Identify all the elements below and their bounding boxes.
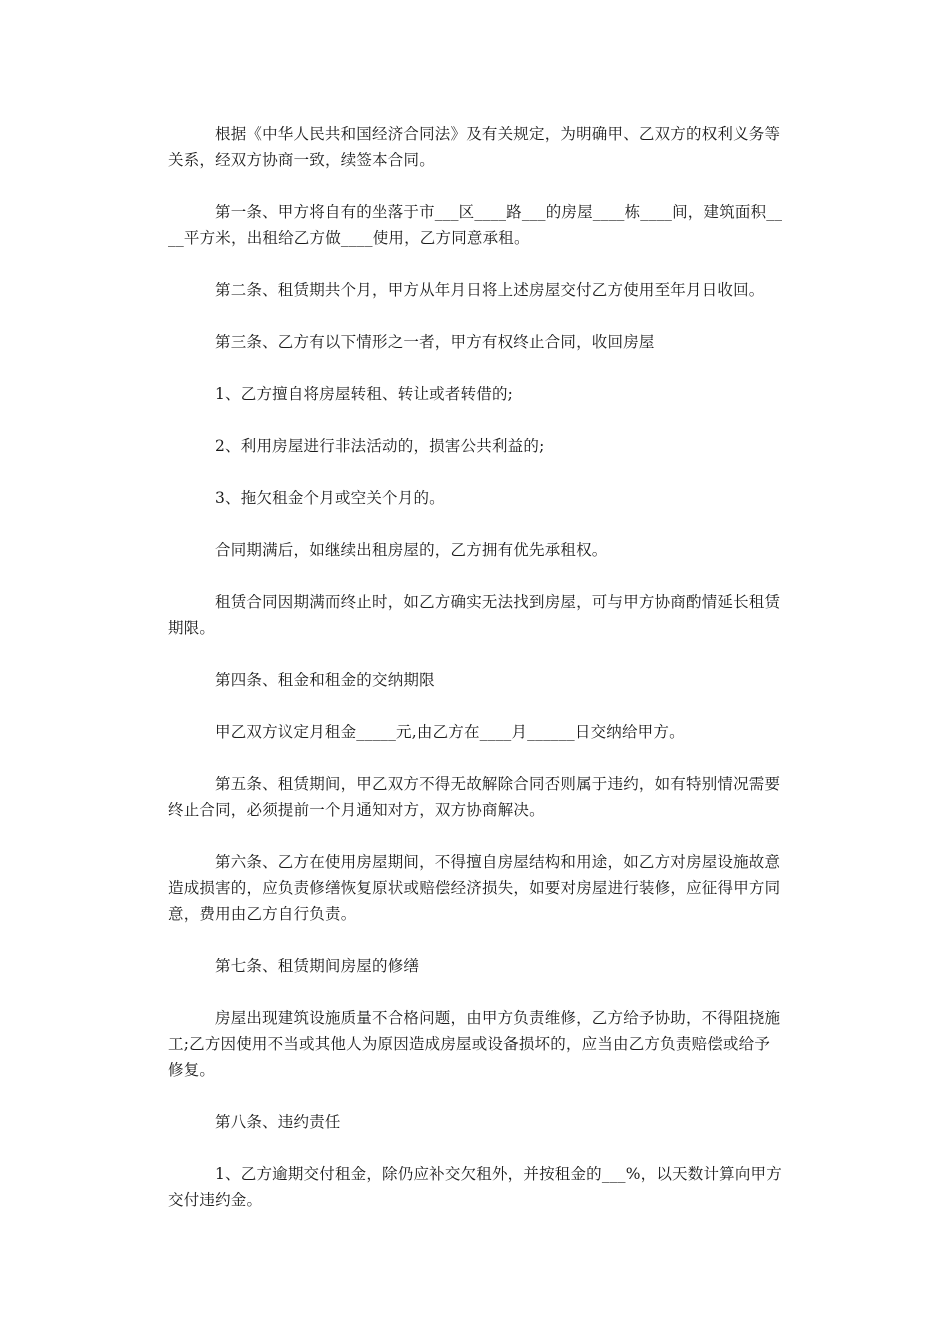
paragraph-article-6: 第六条、乙方在使用房屋期间，不得擅自房屋结构和用途，如乙方对房屋设施故意造成损害的，应负责修缮恢复原状或赔偿经济损失，如要对房屋进行装修，应征得甲方同意，费用由乙方自行负责。 — [168, 853, 781, 923]
paragraph-article-5: 第五条、租赁期间，甲乙双方不得无故解除合同否则属于违约，如有特别情况需要终止合同，必须提前一个月通知对方，双方协商解决。 — [168, 775, 781, 819]
document-body — [168, 121, 784, 1239]
paragraph-article-4: 第四条、租金和租金的交纳期限 — [215, 671, 435, 689]
paragraph-article-3: 第三条、乙方有以下情形之一者，甲方有权终止合同，收回房屋 — [215, 333, 655, 351]
paragraph-preamble: 根据《中华人民共和国经济合同法》及有关规定，为明确甲、乙双方的权利义务等关系，经双方协商一致，续签本合同。 — [168, 125, 781, 169]
paragraph-article-3-item-1: 1、乙方擅自将房屋转租、转让或者转借的; — [215, 385, 514, 403]
paragraph-article-3-item-2: 2、利用房屋进行非法活动的，损害公共利益的; — [215, 437, 545, 455]
paragraph-article-7: 第七条、租赁期间房屋的修缮 — [215, 957, 420, 975]
paragraph-repairs: 房屋出现建筑设施质量不合格问题，由甲方负责维修，乙方给予协助，不得阻挠施工;乙方因使用不当或其他人为原因造成房屋或设备损坏的，应当由乙方负责赔偿或给予修复。 — [168, 1009, 781, 1079]
paragraph-rent-amount: 甲乙双方议定月租金_____元,由乙方在____月______日交纳给甲方。 — [215, 723, 685, 741]
paragraph-article-8: 第八条、违约责任 — [215, 1113, 341, 1131]
paragraph-renewal-priority: 合同期满后，如继续出租房屋的，乙方拥有优先承租权。 — [215, 541, 608, 559]
paragraph-article-3-item-3: 3、拖欠租金个月或空关个月的。 — [215, 489, 445, 507]
paragraph-article-8-item-1: 1、乙方逾期交付租金，除仍应补交欠租外，并按租金的___%，以天数计算向甲方交付违约金。 — [168, 1165, 782, 1209]
paragraph-article-2: 第二条、租赁期共个月，甲方从年月日将上述房屋交付乙方使用至年月日收回。 — [215, 281, 765, 299]
paragraph-article-1: 第一条、甲方将自有的坐落于市___区____路___的房屋____栋____间，建筑面积____平方米，出租给乙方做____使用，乙方同意承租。 — [168, 203, 783, 247]
paragraph-extension: 租赁合同因期满而终止时，如乙方确实无法找到房屋，可与甲方协商酌情延长租赁期限。 — [168, 593, 781, 637]
